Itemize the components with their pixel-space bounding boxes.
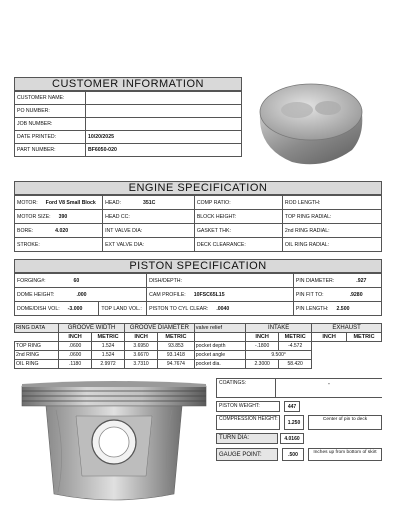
- engine-spec-table: [14, 195, 382, 252]
- po-number-label: PO NUMBER:: [15, 105, 86, 118]
- customer-info-table: [14, 91, 242, 157]
- engine-cell: [15, 210, 103, 224]
- cam-profile-value: 10FSC65L15: [193, 291, 225, 298]
- motor-label: MOTOR:: [17, 199, 38, 206]
- pin-diameter-value: .927: [356, 277, 367, 284]
- head-cc-label: HEAD CC:: [105, 213, 130, 220]
- ext-valve-label: EXT VALVE DIA:: [105, 241, 144, 248]
- valve-row-name: pocket depth: [194, 342, 245, 351]
- compression-height-label: COMPRESSION HEIGHT:: [219, 416, 278, 422]
- piston-spec-title: PISTON SPECIFICATION: [14, 259, 382, 273]
- forging-value: 60: [73, 277, 80, 284]
- stroke-label: STROKE:: [17, 241, 40, 248]
- valve-row-name: pocket angle: [194, 351, 245, 360]
- intake-inch: -.1800: [246, 342, 279, 351]
- ring-name: 2nd RING: [15, 351, 59, 360]
- oil-ring-radial-label: OIL RING RADIAL:: [284, 241, 330, 248]
- coatings-value: -: [275, 379, 382, 397]
- gauge-point-label: GAUGE POINT:: [219, 452, 262, 458]
- engine-cell: [282, 196, 381, 210]
- bore-label: BORE:: [17, 227, 34, 234]
- int-valve-label: INT VALVE DIA:: [105, 227, 143, 234]
- coatings-box: [216, 378, 382, 398]
- ring-subheader-row: [15, 333, 382, 342]
- engine-cell: [103, 210, 195, 224]
- metric-label: METRIC: [347, 333, 382, 342]
- job-number-label: JOB NUMBER:: [15, 118, 86, 131]
- engine-cell: [282, 238, 381, 252]
- compression-note: Center of pin to deck: [322, 417, 368, 422]
- blank-cell: [347, 342, 382, 351]
- dome-vol-value: -3.000: [67, 305, 83, 312]
- cam-profile-label: CAM PROFILE:: [149, 291, 186, 298]
- motor-value: Ford V8 Small Block: [45, 199, 96, 206]
- piston-cell: [147, 274, 294, 288]
- ring-name: TOP RING: [15, 342, 59, 351]
- engine-cell: [282, 224, 381, 238]
- head-value: 351C: [142, 199, 156, 206]
- ring-data-header: RING DATA: [15, 324, 59, 333]
- date-printed-value: 10/20/2025: [86, 131, 242, 144]
- valve-relief-header: valve relief: [194, 324, 245, 333]
- piston-row-3: [15, 302, 382, 316]
- ring-data-table: [14, 323, 382, 369]
- table-row: [15, 360, 382, 369]
- turn-dia-box: [216, 433, 278, 444]
- valve-row-name: pocket dia.: [194, 360, 245, 369]
- cyl-clear-value: .0040: [216, 305, 230, 312]
- blank-cell: [312, 342, 347, 351]
- top-ring-radial-label: TOP RING RADIAL:: [284, 213, 332, 220]
- blank-cell: [194, 333, 245, 342]
- piston-cell: [147, 302, 294, 316]
- dome-vol-label: DOME/DISH VOL:: [17, 305, 60, 312]
- blank-cell: [312, 360, 347, 369]
- groove-width-inch: .1180: [59, 360, 92, 369]
- gauge-point-box: [216, 448, 278, 461]
- groove-dia-inch: 3.6670: [125, 351, 158, 360]
- piston-spec-table: [14, 273, 382, 316]
- dish-label: DISH/DEPTH:: [149, 277, 182, 284]
- engine-cell: [103, 196, 195, 210]
- gauge-note: Inches up from bottom of skirt: [313, 450, 377, 455]
- part-number-row: [15, 144, 242, 157]
- gauge-note-box: [308, 448, 382, 461]
- forging-label: FORGING#:: [17, 277, 46, 284]
- piston-cell: [293, 274, 381, 288]
- engine-cell: [194, 196, 282, 210]
- blank-cell: [312, 351, 347, 360]
- blank-cell: [347, 351, 382, 360]
- piston-cell: [293, 302, 381, 316]
- dome-height-value: .000: [76, 291, 87, 298]
- compression-note-box: [308, 415, 382, 430]
- engine-cell: [194, 210, 282, 224]
- metric-label: METRIC: [92, 333, 125, 342]
- piston-weight-label: PISTON WEIGHT:: [219, 403, 260, 409]
- intake-metric: -4.572: [279, 342, 312, 351]
- engine-row-4: [15, 238, 382, 252]
- piston-side-image: [16, 376, 212, 508]
- inch-label: INCH: [125, 333, 158, 342]
- table-row: [15, 342, 382, 351]
- groove-width-header: GROOVE WIDTH: [59, 324, 125, 333]
- dome-height-label: DOME HEIGHT:: [17, 291, 55, 298]
- compression-height-value: 1.250: [287, 420, 301, 426]
- pin-fit-value: .9280: [349, 291, 363, 298]
- engine-spec-title: ENGINE SPECIFICATION: [14, 181, 382, 195]
- engine-cell: [15, 224, 103, 238]
- deck-clearance-label: DECK CLEARANCE:: [196, 241, 246, 248]
- motor-size-value: 390: [58, 213, 68, 220]
- gauge-point-value-box: [282, 448, 304, 461]
- top-land-label: TOP LAND VOL.:: [101, 305, 142, 312]
- pin-length-value: 2.500: [336, 305, 350, 312]
- groove-width-inch: .0600: [59, 351, 92, 360]
- groove-dia-inch: 3.7310: [125, 360, 158, 369]
- piston-cell: [99, 302, 147, 316]
- piston-cell: [293, 288, 381, 302]
- inch-label: INCH: [59, 333, 92, 342]
- intake-header: INTAKE: [246, 324, 312, 333]
- piston-weight-value: 447: [287, 404, 297, 410]
- head-label: HEAD:: [105, 199, 121, 206]
- pin-length-label: PIN LENGTH:: [295, 305, 329, 312]
- piston-cell: [15, 274, 147, 288]
- turn-dia-value-box: [280, 433, 304, 444]
- gauge-point-value: .500: [288, 452, 298, 458]
- job-number-row: [15, 118, 242, 131]
- engine-cell: [282, 210, 381, 224]
- compression-height-box: [216, 415, 280, 430]
- motor-size-label: MOTOR SIZE:: [17, 213, 51, 220]
- groove-width-metric: 1.524: [92, 342, 125, 351]
- pin-diameter-label: PIN DIAMETER:: [295, 277, 335, 284]
- piston-weight-value-box: [284, 401, 300, 412]
- intake-metric: 58.420: [279, 360, 312, 369]
- inch-label: INCH: [312, 333, 347, 342]
- groove-width-metric: 1.524: [92, 351, 125, 360]
- customer-info-title: CUSTOMER INFORMATION: [14, 77, 242, 91]
- groove-dia-metric: 94.7674: [158, 360, 195, 369]
- rod-length-label: ROD LENGTH:: [284, 199, 321, 206]
- blank-cell: [15, 333, 59, 342]
- engine-row-3: [15, 224, 382, 238]
- block-height-label: BLOCK HEIGHT:: [196, 213, 237, 220]
- metric-label: METRIC: [279, 333, 312, 342]
- second-ring-radial-label: 2nd RING RADIAL:: [284, 227, 330, 234]
- date-printed-label: DATE PRINTED:: [15, 131, 86, 144]
- piston-weight-box: [216, 401, 280, 412]
- customer-name-row: [15, 92, 242, 105]
- turn-dia-value: 4.0160: [284, 436, 300, 442]
- piston-row-2: [15, 288, 382, 302]
- engine-cell: [103, 238, 195, 252]
- metric-label: METRIC: [158, 333, 195, 342]
- blank-cell: [347, 360, 382, 369]
- turn-dia-label: TURN DIA:: [219, 435, 249, 441]
- ring-name: OIL RING: [15, 360, 59, 369]
- engine-cell: [194, 224, 282, 238]
- groove-width-metric: 2.9972: [92, 360, 125, 369]
- intake-angle: 9.500°: [246, 351, 312, 360]
- piston-cell: [15, 288, 147, 302]
- ring-header-row: [15, 324, 382, 333]
- groove-width-inch: .0600: [59, 342, 92, 351]
- engine-row-1: [15, 196, 382, 210]
- compression-height-value-box: [284, 415, 304, 430]
- part-number-label: PART NUMBER:: [15, 144, 86, 157]
- pin-fit-label: PIN FIT TO:: [295, 291, 324, 298]
- engine-cell: [15, 238, 103, 252]
- bore-value: 4.020: [55, 227, 69, 234]
- customer-name-label: CUSTOMER NAME:: [15, 92, 86, 105]
- intake-inch: 2.3000: [246, 360, 279, 369]
- piston-top-image: [252, 78, 372, 170]
- date-printed-row: [15, 131, 242, 144]
- groove-dia-inch: 3.6950: [125, 342, 158, 351]
- engine-cell: [194, 238, 282, 252]
- engine-cell: [15, 196, 103, 210]
- job-number-value: [86, 118, 242, 131]
- piston-cell: [147, 288, 294, 302]
- coatings-label: COATINGS:: [219, 380, 247, 386]
- groove-diameter-header: GROOVE DIAMETER: [125, 324, 195, 333]
- table-row: [15, 351, 382, 360]
- comp-ratio-label: COMP RATIO:: [196, 199, 231, 206]
- inch-label: INCH: [246, 333, 279, 342]
- po-number-value: [86, 105, 242, 118]
- gasket-label: GASKET THK:: [196, 227, 231, 234]
- cyl-clear-label: PISTON TO CYL CLEAR:: [149, 305, 209, 312]
- groove-dia-metric: 93.1418: [158, 351, 195, 360]
- part-number-value: BF6050-020: [86, 144, 242, 157]
- groove-dia-metric: 93.853: [158, 342, 195, 351]
- piston-row-1: [15, 274, 382, 288]
- exhaust-header: EXHAUST: [312, 324, 382, 333]
- customer-name-value: [86, 92, 242, 105]
- po-number-row: [15, 105, 242, 118]
- piston-cell: [15, 302, 99, 316]
- engine-cell: [103, 224, 195, 238]
- engine-row-2: [15, 210, 382, 224]
